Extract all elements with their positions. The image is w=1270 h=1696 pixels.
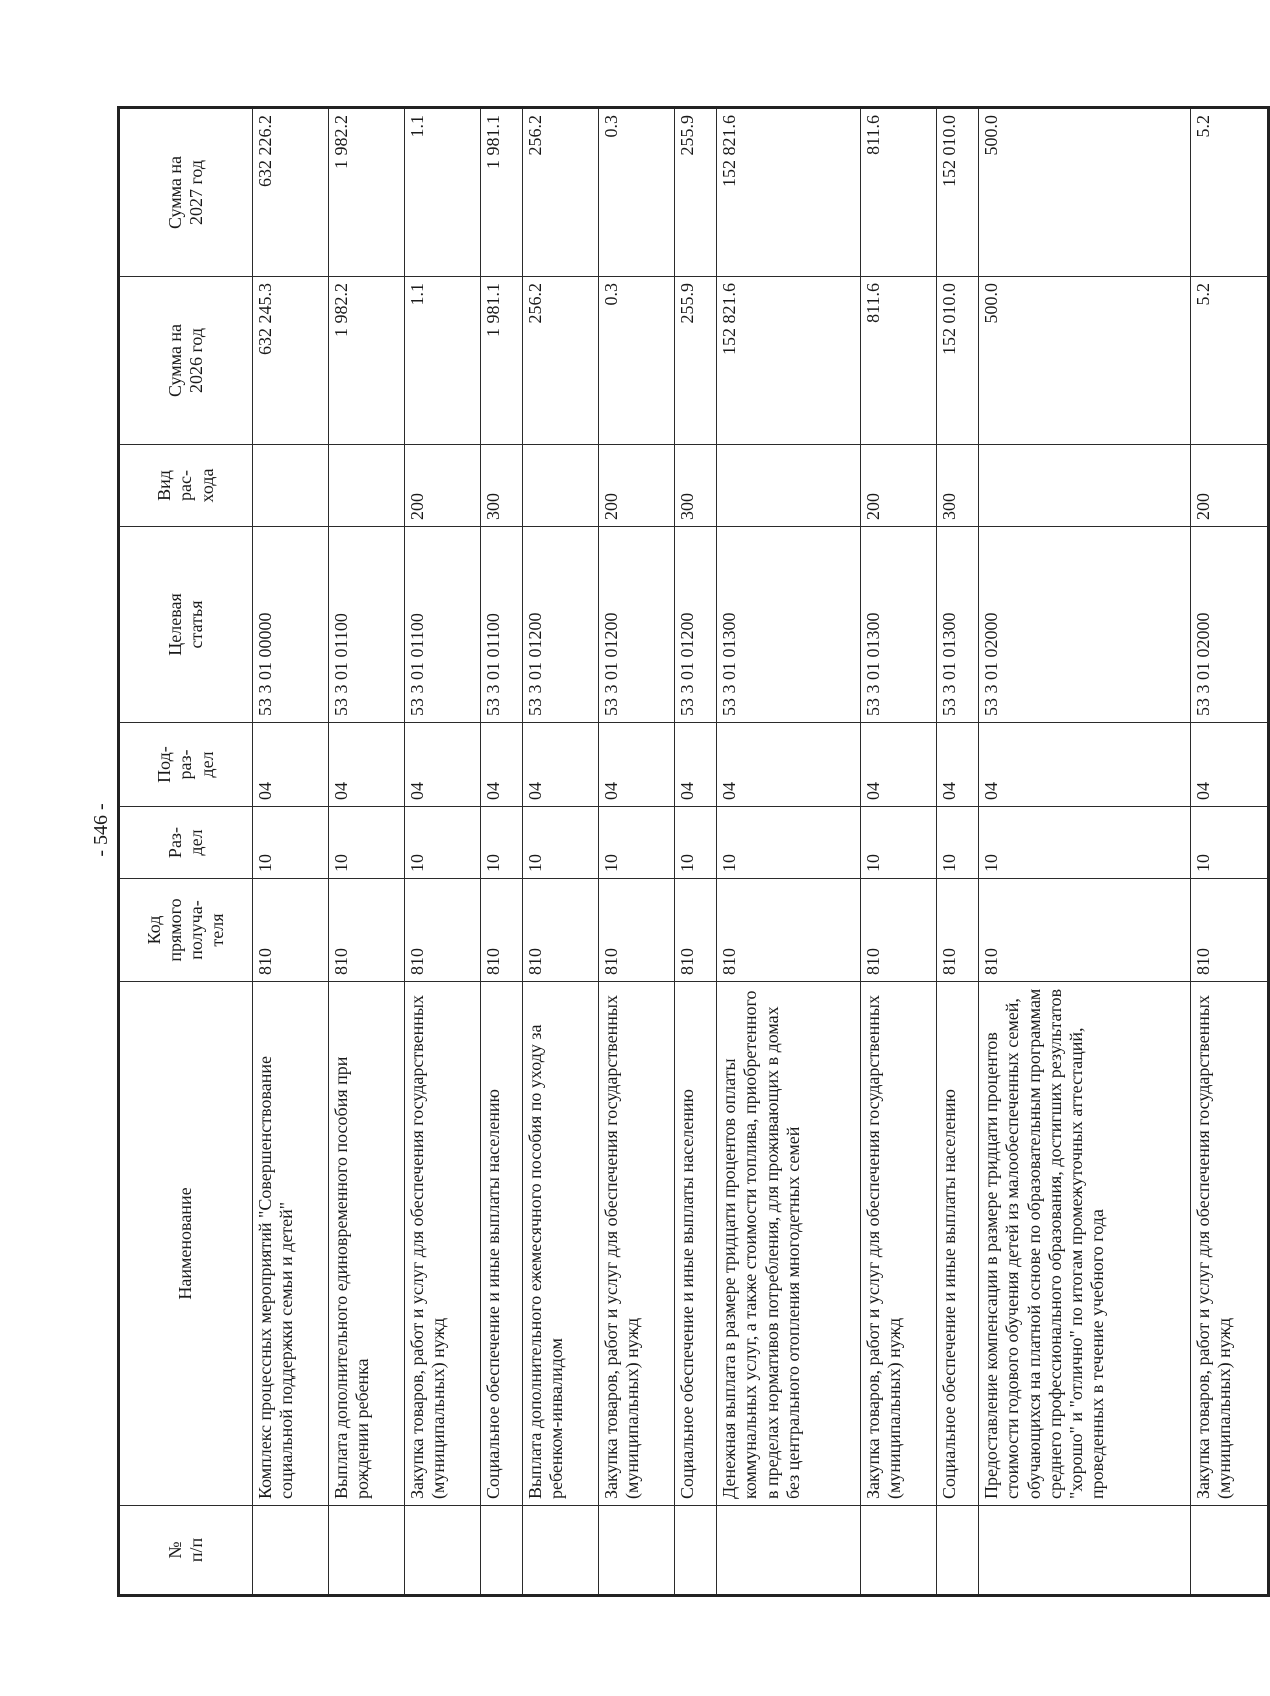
- cell-subsection: 04: [937, 723, 979, 807]
- cell-sum-2026: 1 982.2: [329, 277, 405, 445]
- cell-section: 10: [979, 807, 1191, 879]
- table-row: [405, 108, 481, 1596]
- table-row: [481, 108, 523, 1596]
- cell-code: 810: [599, 879, 675, 982]
- cell-expense: 200: [599, 445, 675, 527]
- header-num: № п/п: [119, 1506, 253, 1596]
- cell-code: 810: [405, 879, 481, 982]
- cell-sum-2027: 256.2: [523, 108, 599, 277]
- cell-num: [405, 1506, 481, 1596]
- cell-name: Предоставление компенсации в размере тридцати процентов стоимости годового обучения детей из малообеспеченных семей, обучающихся на платной основе по образовательным программам среднего профессионального образования, достигших результатов "хорошо" и "отлично" по итогам промежуточных аттестаций, проведенных в течение учебного года: [979, 982, 1191, 1506]
- cell-article: 53 3 01 01300: [861, 527, 937, 723]
- table-row: [717, 108, 861, 1596]
- cell-num: [979, 1506, 1191, 1596]
- cell-sum-2027: 1 981.1: [481, 108, 523, 277]
- cell-sum-2026: 0.3: [599, 277, 675, 445]
- cell-sum-2026: 152 010.0: [937, 277, 979, 445]
- cell-num: [717, 1506, 861, 1596]
- table-row: [861, 108, 937, 1596]
- cell-subsection: 04: [675, 723, 717, 807]
- table-row: [979, 108, 1191, 1596]
- cell-sum-2026: 255.9: [675, 277, 717, 445]
- header-sum-2026: Сумма на 2026 год: [119, 277, 253, 445]
- cell-sum-2027: 811.6: [861, 108, 937, 277]
- cell-section: 10: [675, 807, 717, 879]
- cell-sum-2027: 5.2: [1191, 108, 1269, 277]
- cell-sum-2026: 811.6: [861, 277, 937, 445]
- cell-subsection: 04: [861, 723, 937, 807]
- cell-name: Социальное обеспечение и иные выплаты населению: [481, 982, 523, 1506]
- cell-num: [675, 1506, 717, 1596]
- table-row: [937, 108, 979, 1596]
- cell-num: [599, 1506, 675, 1596]
- cell-expense: [329, 445, 405, 527]
- cell-article: 53 3 01 01100: [329, 527, 405, 723]
- cell-name: Выплата дополнительного единовременного пособия при рождении ребенка: [329, 982, 405, 1506]
- cell-sum-2027: 1.1: [405, 108, 481, 277]
- cell-subsection: 04: [1191, 723, 1269, 807]
- cell-code: 810: [979, 879, 1191, 982]
- header-code: Код прямого получа- теля: [119, 879, 253, 982]
- cell-section: 10: [253, 807, 329, 879]
- cell-section: 10: [405, 807, 481, 879]
- cell-code: 810: [675, 879, 717, 982]
- cell-name: Закупка товаров, работ и услуг для обеспечения государственных (муниципальных) нужд: [861, 982, 937, 1506]
- cell-num: [329, 1506, 405, 1596]
- cell-expense: [253, 445, 329, 527]
- cell-article: 53 3 01 01100: [405, 527, 481, 723]
- cell-subsection: 04: [599, 723, 675, 807]
- cell-name: Выплата дополнительного ежемесячного пособия по уходу за ребенком-инвалидом: [523, 982, 599, 1506]
- cell-name: Социальное обеспечение и иные выплаты населению: [937, 982, 979, 1506]
- table-row: [329, 108, 405, 1596]
- cell-code: 810: [523, 879, 599, 982]
- table-row: [599, 108, 675, 1596]
- table-row: [675, 108, 717, 1596]
- cell-expense: [717, 445, 861, 527]
- cell-code: 810: [717, 879, 861, 982]
- header-expense: Вид рас- хода: [119, 445, 253, 527]
- cell-expense: 300: [481, 445, 523, 527]
- cell-name: Закупка товаров, работ и услуг для обеспечения государственных (муниципальных) нужд: [405, 982, 481, 1506]
- cell-num: [937, 1506, 979, 1596]
- cell-expense: [523, 445, 599, 527]
- cell-sum-2026: 500.0: [979, 277, 1191, 445]
- header-subsection: Под- раз- дел: [119, 723, 253, 807]
- cell-num: [253, 1506, 329, 1596]
- cell-article: 53 3 01 01300: [717, 527, 861, 723]
- table-row: [523, 108, 599, 1596]
- cell-sum-2027: 255.9: [675, 108, 717, 277]
- cell-num: [1191, 1506, 1269, 1596]
- cell-subsection: 04: [979, 723, 1191, 807]
- cell-subsection: 04: [329, 723, 405, 807]
- cell-sum-2026: 1 981.1: [481, 277, 523, 445]
- budget-table: [117, 106, 1270, 1597]
- cell-section: 10: [717, 807, 861, 879]
- cell-sum-2026: 632 245.3: [253, 277, 329, 445]
- cell-sum-2027: 0.3: [599, 108, 675, 277]
- cell-num: [861, 1506, 937, 1596]
- cell-section: 10: [481, 807, 523, 879]
- cell-article: 53 3 01 02000: [979, 527, 1191, 723]
- cell-expense: 200: [405, 445, 481, 527]
- cell-article: 53 3 01 02000: [1191, 527, 1269, 723]
- cell-sum-2026: 5.2: [1191, 277, 1269, 445]
- header-section: Раз- дел: [119, 807, 253, 879]
- cell-sum-2026: 152 821.6: [717, 277, 861, 445]
- cell-subsection: 04: [717, 723, 861, 807]
- cell-subsection: 04: [481, 723, 523, 807]
- cell-article: 53 3 01 01300: [937, 527, 979, 723]
- cell-subsection: 04: [523, 723, 599, 807]
- page-number: - 546 -: [90, 803, 112, 857]
- cell-name: Денежная выплата в размере тридцати процентов оплаты коммунальных услуг, а также стоимости топлива, приобретенного в пределах нормативов потребления, для проживающих в домах без центрального отопления многодетных семей: [717, 982, 861, 1506]
- cell-expense: 300: [675, 445, 717, 527]
- cell-sum-2026: 256.2: [523, 277, 599, 445]
- header-row: [119, 108, 253, 1596]
- cell-code: 810: [861, 879, 937, 982]
- header-article: Целевая статья: [119, 527, 253, 723]
- cell-code: 810: [1191, 879, 1269, 982]
- cell-sum-2027: 500.0: [979, 108, 1191, 277]
- cell-expense: 200: [1191, 445, 1269, 527]
- cell-sum-2027: 152 821.6: [717, 108, 861, 277]
- cell-article: 53 3 01 01200: [599, 527, 675, 723]
- cell-article: 53 3 01 00000: [253, 527, 329, 723]
- cell-num: [481, 1506, 523, 1596]
- cell-name: Закупка товаров, работ и услуг для обеспечения государственных (муниципальных) нужд: [1191, 982, 1269, 1506]
- cell-section: 10: [861, 807, 937, 879]
- cell-sum-2027: 152 010.0: [937, 108, 979, 277]
- cell-code: 810: [481, 879, 523, 982]
- cell-code: 810: [329, 879, 405, 982]
- cell-code: 810: [937, 879, 979, 982]
- cell-code: 810: [253, 879, 329, 982]
- cell-sum-2027: 632 226.2: [253, 108, 329, 277]
- cell-subsection: 04: [405, 723, 481, 807]
- cell-expense: [979, 445, 1191, 527]
- cell-num: [523, 1506, 599, 1596]
- cell-article: 53 3 01 01100: [481, 527, 523, 723]
- cell-name: Закупка товаров, работ и услуг для обеспечения государственных (муниципальных) нужд: [599, 982, 675, 1506]
- rotated-table-container: [117, 109, 1270, 1597]
- cell-section: 10: [599, 807, 675, 879]
- cell-section: 10: [937, 807, 979, 879]
- cell-name: Комплекс процессных мероприятий "Совершенствование социальной поддержки семьи и детей": [253, 982, 329, 1506]
- table-row: [1191, 108, 1269, 1596]
- cell-section: 10: [523, 807, 599, 879]
- cell-article: 53 3 01 01200: [523, 527, 599, 723]
- cell-sum-2027: 1 982.2: [329, 108, 405, 277]
- cell-article: 53 3 01 01200: [675, 527, 717, 723]
- cell-section: 10: [1191, 807, 1269, 879]
- cell-subsection: 04: [253, 723, 329, 807]
- header-name: Наименование: [119, 982, 253, 1506]
- cell-expense: 200: [861, 445, 937, 527]
- cell-expense: 300: [937, 445, 979, 527]
- cell-name: Социальное обеспечение и иные выплаты населению: [675, 982, 717, 1506]
- cell-sum-2026: 1.1: [405, 277, 481, 445]
- cell-section: 10: [329, 807, 405, 879]
- table-row: [253, 108, 329, 1596]
- header-sum-2027: Сумма на 2027 год: [119, 108, 253, 277]
